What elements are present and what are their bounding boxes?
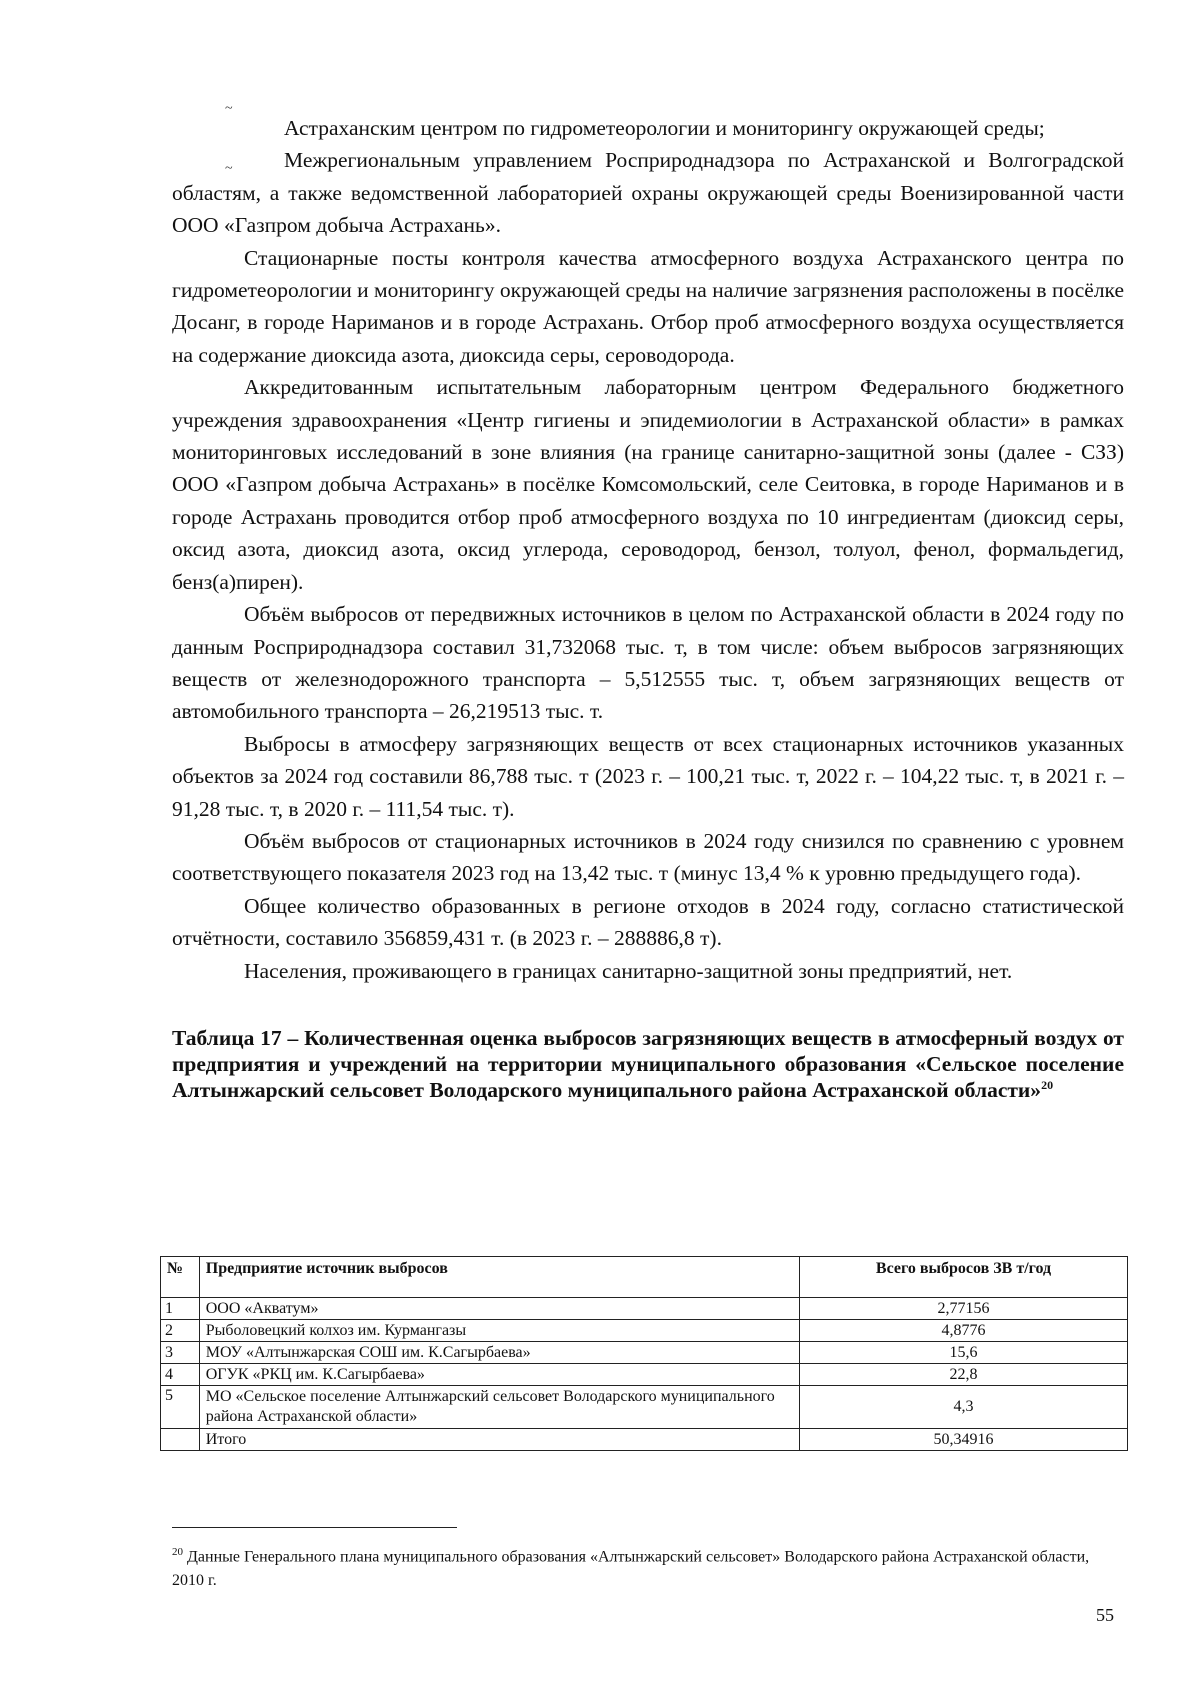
body-paragraph: Населения, проживающего в границах санитарно-защитной зоны предприятий, нет. [244,958,1013,983]
body-paragraph: Объём выбросов от передвижных источников в целом по Астраханской области в 2024 году по данным Росприроднадзора составил 31,732068 тыс. т, в том числе: объем выбросов загрязняющих веществ от железнодорожного транспорта – 5,512555 тыс. т, объем загрязняющих веществ от автомобильного транспорта – 26,219513 тыс. т. [172,602,1124,724]
row-number: 1 [161,1298,200,1320]
table-row [161,1386,1128,1429]
body-paragraph: Объём выбросов от стационарных источников в 2024 году снизился по сравнению с уровнем соответствующего показателя 2023 год на 13,42 тыс. т (минус 13,4 % к уровню предыдущего года). [172,828,1124,886]
row-number: 4 [161,1364,200,1386]
document-body [172,112,1124,1103]
row-enterprise: Рыболовецкий колхоз им. Курмангазы [199,1320,799,1342]
row-emissions: 4,3 [800,1386,1128,1429]
header-emissions: Всего выбросов ЗВ т/год [800,1257,1128,1298]
body-paragraph: Стационарные посты контроля качества атмосферного воздуха Астраханского центра по гидрометеорологии и мониторингу окружающей среды на наличие загрязнения расположены в посёлке Досанг, в городе Нариманов и в городе Астрахань. Отбор проб атмосферного воздуха осуществляется на содержание диоксида азота, диоксида серы, сероводорода. [172,245,1125,367]
body-paragraph: Аккредитованным испытательным лабораторным центром Федерального бюджетного учреждения здравоохранения «Центр гигиены и эпидемиологии в Астраханской области» в рамках мониторинговых исследований в зоне влияния (на границе санитарно-защитной зоны (далее - СЗЗ) ООО «Газпром добыча Астрахань» в посёлке Комсомольский, селе Сеитовка, в городе Нариманов и в городе Астрахань проводится отбор проб атмосферного воздуха по 10 ингредиентам (диоксид серы, оксид азота, диоксид азота, оксид углерода, сероводород, бензол, толуол, фенол, формальдегид, бенз(а)пирен). [172,375,1124,594]
row-emissions: 22,8 [800,1364,1128,1386]
bullet-paragraph: Межрегиональным управлением Росприроднадзора по Астраханской и Волгоградской областям, а также ведомственной лабораторией охраны окружающей среды Военизированной части ООО «Газпром добыча Астрахань». [172,148,1124,238]
table-total-row [161,1429,1128,1451]
row-number: 5 [161,1386,200,1429]
footnote-text: Данные Генерального плана муниципального образования «Алтынжарский сельсовет» Володарского района Астраханской области, 2010 г. [172,1548,1090,1590]
header-enterprise: Предприятие источник выбросов [199,1257,799,1298]
footnote-reference[interactable]: 20 [1041,1077,1054,1092]
header-number: № [161,1257,200,1298]
table-row [161,1320,1128,1342]
emissions-table [160,1256,1128,1451]
bullet-marker: ~ [225,101,233,116]
table-caption-text: Таблица 17 – Количественная оценка выбросов загрязняющих веществ в атмосферный воздух от предприятия и учреждений на территории муниципального образования «Сельское поселение Алтынжарский сельсовет Володарского муниципального района Астраханской области» [172,1025,1124,1102]
footnote [172,1540,1102,1593]
row-emissions: 15,6 [800,1342,1128,1364]
total-emissions: 50,34916 [800,1429,1128,1451]
row-enterprise: МОУ «Алтынжарская СОШ им. К.Сагырбаева» [199,1342,799,1364]
total-number [161,1429,200,1451]
row-enterprise: ООО «Акватум» [199,1298,799,1320]
row-enterprise: МО «Сельское поселение Алтынжарский сельсовет Володарского муниципального района Астраханской области» [199,1386,799,1429]
body-paragraph: Выбросы в атмосферу загрязняющих веществ от всех стационарных источников указанных объектов за 2024 год составили 86,788 тыс. т (2023 г. – 100,21 тыс. т, 2022 г. – 104,22 тыс. т, в 2021 г. – 91,28 тыс. т, в 2020 г. – 111,54 тыс. т). [172,731,1124,821]
row-emissions: 2,77156 [800,1298,1128,1320]
row-enterprise: ОГУК «РКЦ им. К.Сагырбаева» [199,1364,799,1386]
row-emissions: 4,8776 [800,1320,1128,1342]
page-number: 55 [1096,1605,1114,1625]
total-label: Итого [199,1429,799,1451]
row-number: 2 [161,1320,200,1342]
footnote-separator [172,1527,457,1528]
table-row [161,1298,1128,1320]
bullet-marker: ~ [225,161,233,176]
table-caption [172,1025,1124,1103]
footnote-mark: 20 [172,1546,183,1558]
table-row [161,1342,1128,1364]
row-number: 3 [161,1342,200,1364]
body-paragraph: Общее количество образованных в регионе отходов в 2024 году, согласно статистической отчётности, составило 356859,431 т. (в 2023 г. – 288886,8 т). [172,893,1124,951]
table-header-row [161,1257,1128,1298]
bullet-paragraph: Астраханским центром по гидрометеорологии и мониторингу окружающей среды; [284,116,1045,140]
table-row [161,1364,1128,1386]
